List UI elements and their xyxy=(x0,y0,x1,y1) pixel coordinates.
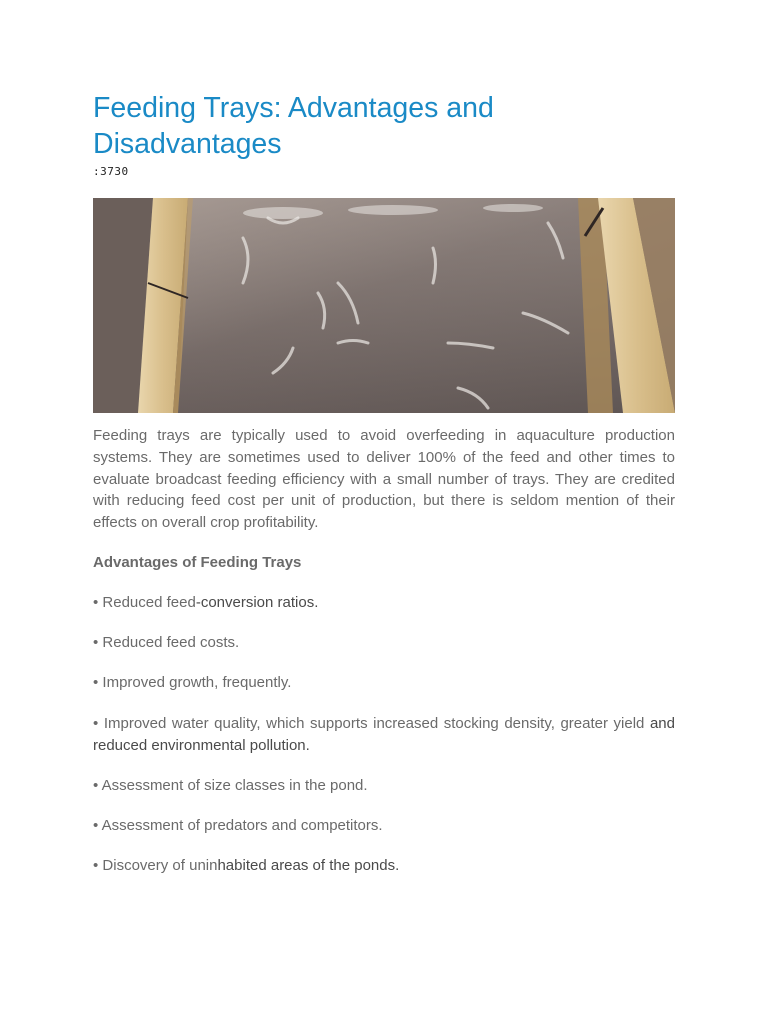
list-item-text: and reduced environmental pollution. xyxy=(93,715,675,754)
page-title: Feeding Trays: Advantages and Disadvantages xyxy=(93,92,494,160)
list-item xyxy=(93,855,675,877)
list-item xyxy=(93,713,675,757)
list-item-text: • Reduced feed xyxy=(93,594,196,611)
list-item xyxy=(93,592,675,614)
list-item-text: • Assessment of size classes in the pond. xyxy=(93,777,368,794)
list-item-text: • Assessment of predators and competitors. xyxy=(93,817,383,834)
list-item-text: • Reduced feed costs. xyxy=(93,634,240,651)
list-item xyxy=(93,672,675,694)
list-item-text: • Improved growth, frequently. xyxy=(93,674,292,691)
advantages-heading: Advantages of Feeding Trays xyxy=(93,554,302,571)
list-item xyxy=(93,775,675,797)
list-item-text: -conversion ratios. xyxy=(195,594,319,611)
list-item xyxy=(93,632,675,654)
list-item-text: habited areas of the ponds. xyxy=(217,857,400,874)
intro-paragraph: Feeding trays are typically used to avoid overfeeding in aquaculture production systems. They are sometimes used to deliver 100% of the feed and other times to evaluate broadcast feeding efficiency with a small number of trays. They are credited with reducing feed cost per unit of production, but there is seldom mention of their effects on overall crop profitability. xyxy=(93,427,675,532)
article-meta: :3730 xyxy=(93,165,129,178)
feeding-tray-photo xyxy=(93,198,675,413)
list-item-text: • Improved water quality, which supports increased stocking density, greater yield xyxy=(93,715,645,732)
list-item-text: • Discovery of unin xyxy=(93,857,218,874)
list-item xyxy=(93,815,675,837)
